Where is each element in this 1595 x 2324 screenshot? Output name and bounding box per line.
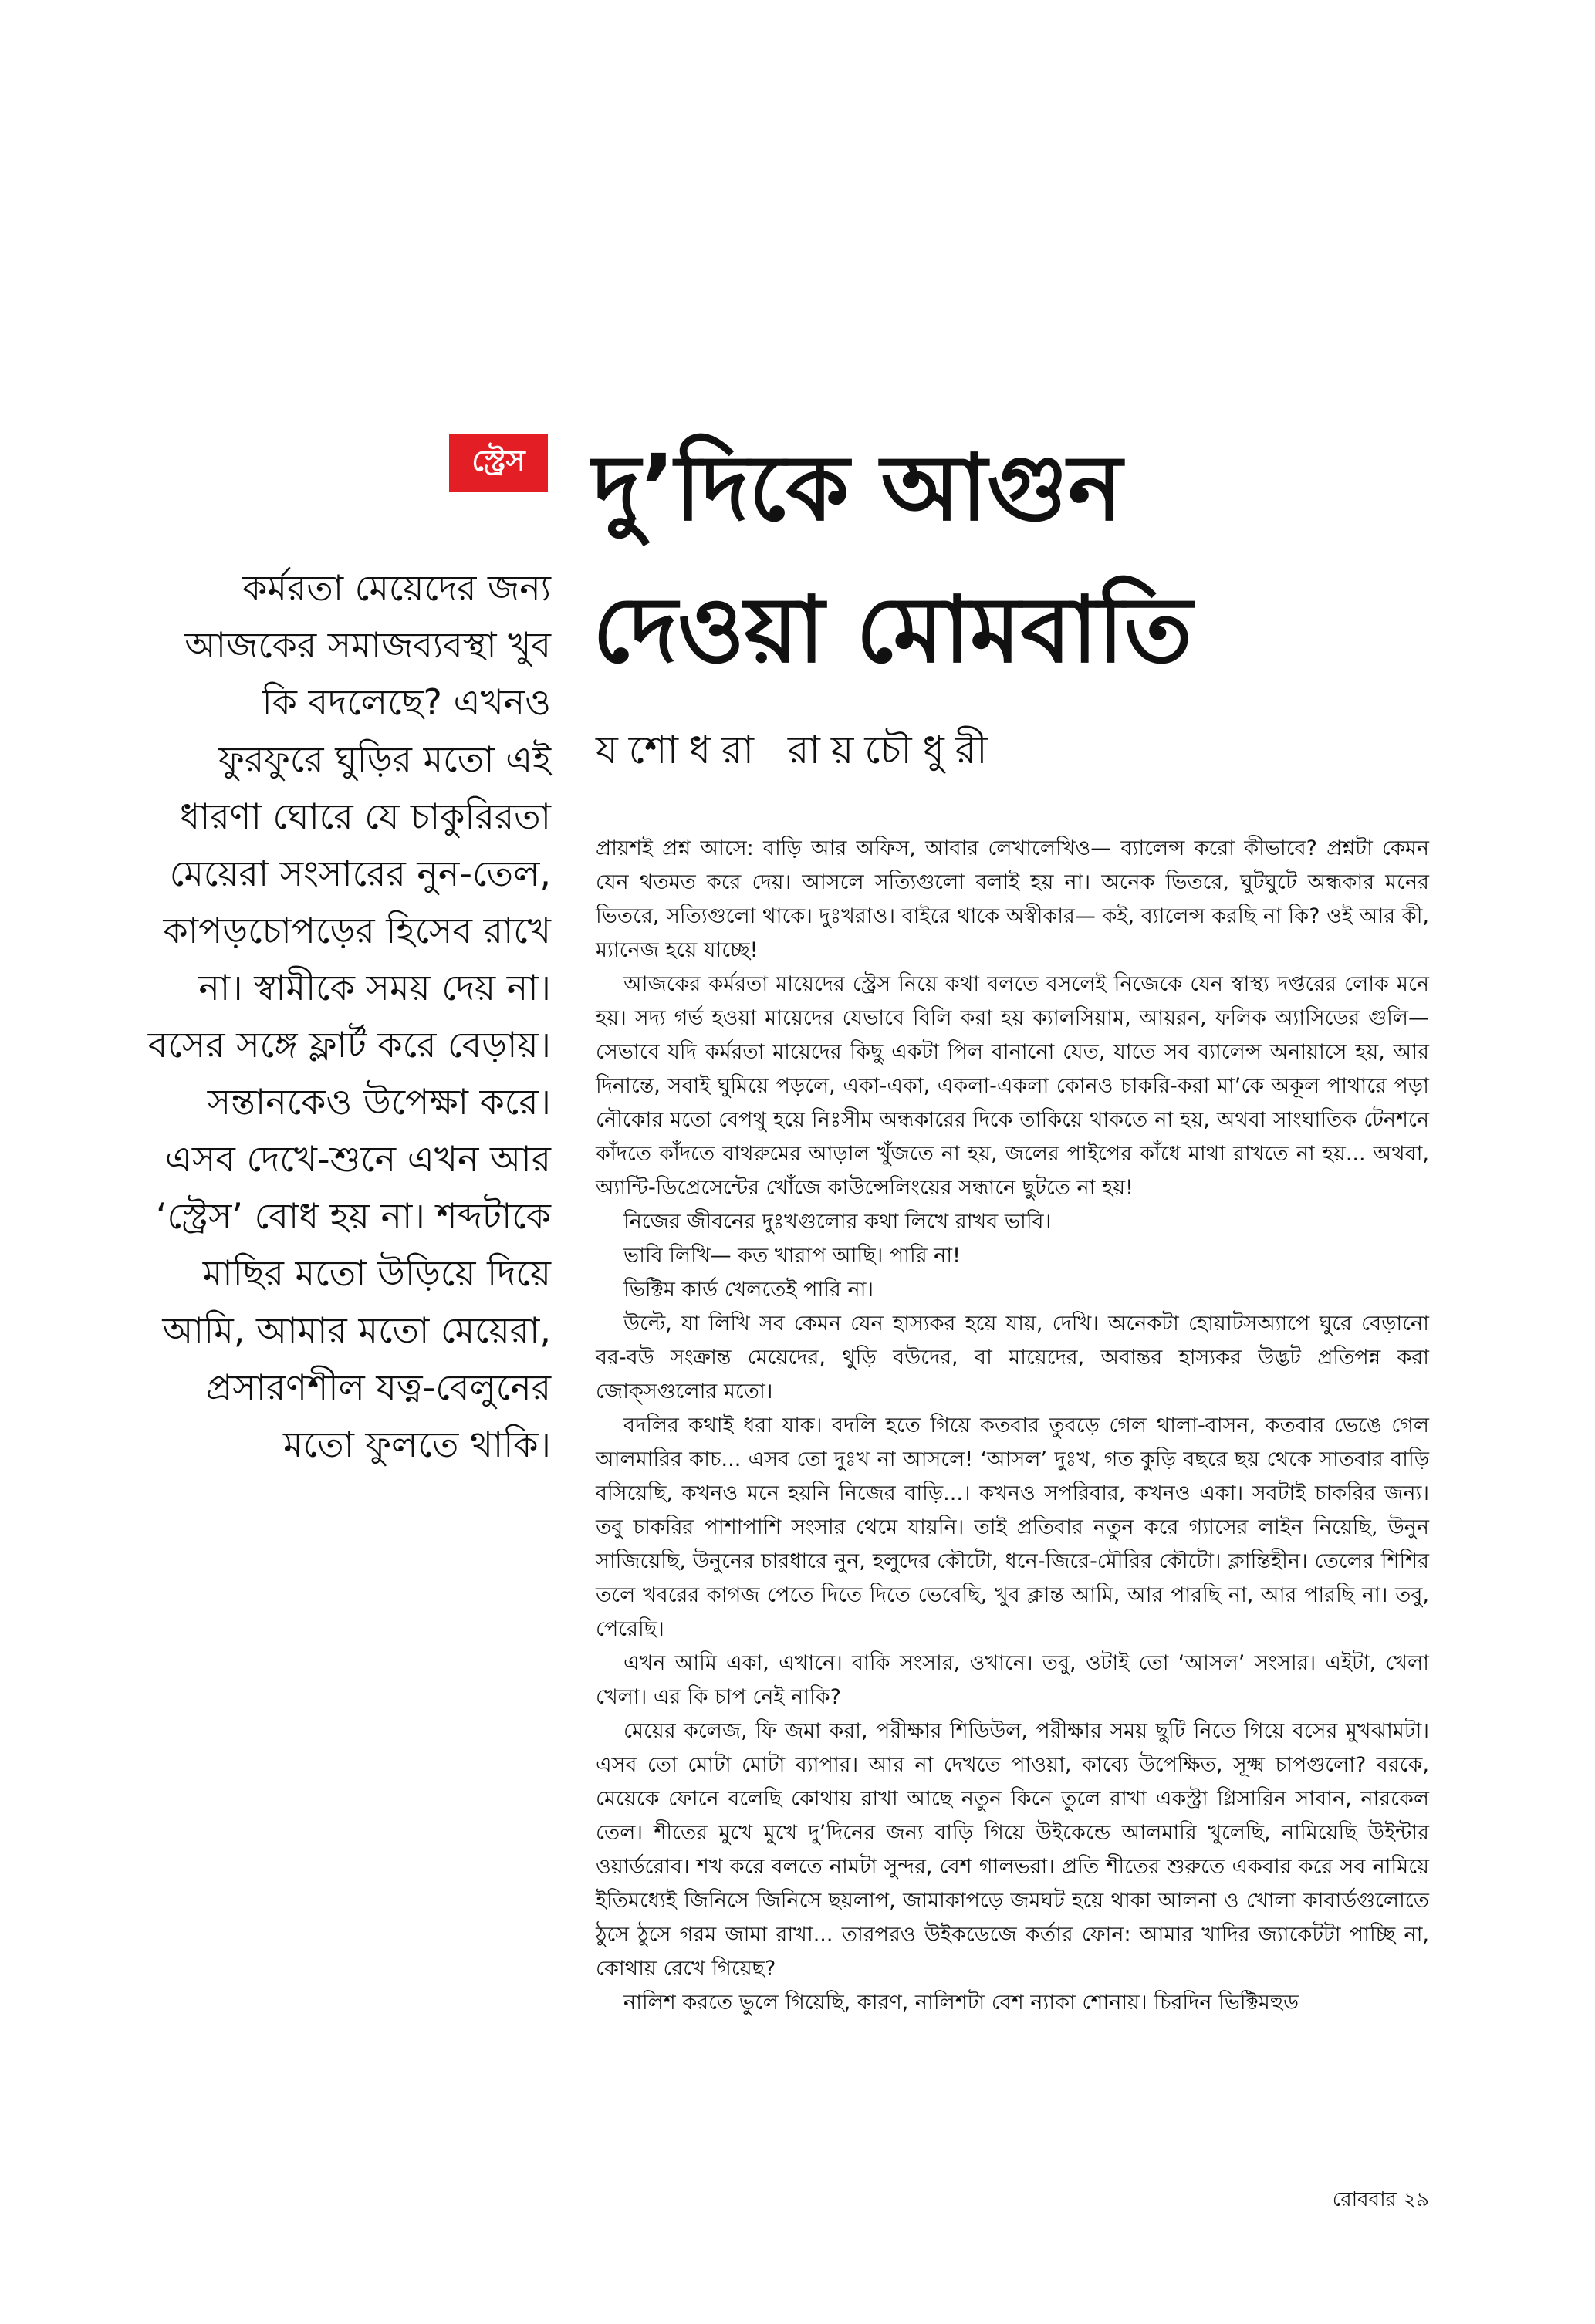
- body-paragraph-5: ভিক্টিম কার্ড খেলতেই পারি না।: [623, 1278, 874, 1302]
- body-paragraph-10: নালিশ করতে ভুলে গিয়েছি, কারণ, নালিশটা বেশ ন্যাকা শোনায়। চিরদিন ভিক্টিমহুড: [623, 1991, 1299, 2015]
- body-paragraph-9: মেয়ের কলেজ, ফি জমা করা, পরীক্ষার শিডিউল, পরীক্ষার সময় ছুটি নিতে গিয়ে বসের মুখঝামটা। এসব তো মোটা মোটা ব্যাপার। আর না দেখতে পাওয়া, কাব্যে উপেক্ষিত, সূক্ষ্ম চাপগুলো? বরকে, মেয়েকে ফোনে বলেছি কোথায় রাখা আছে নতুন কিনে তুলে রাখা একস্ট্রা গ্লিসারিন সাবান, নারকেল তেল। শীতের মুখে মুখে দু’দিনের জন্য বাড়ি গিয়ে উইকেন্ডে আলমারি খুলেছি, নামিয়েছি উইন্টার ওয়ার্ডরোব। শখ করে বলতে নামটা সুন্দর, বেশ গালভরা। প্রতি শীতের শুরুতে একবার করে সব নামিয়ে ইতিমধ্যেই জিনিসে জিনিসে ছয়লাপ, জামাকাপড়ে জমঘট হয়ে থাকা আলনা ও খোলা কাবার্ডগুলোতে ঠুসে ঠুসে গরম জামা রাখা... তারপরও উইকডেজে কর্তার ফোন: আমার খাদির জ্যাকেটটা পাচ্ছি না, কোথায় রেখে গিয়েছ?: [596, 1719, 1429, 1981]
- body-paragraph-6: উল্টে, যা লিখি সব কেমন যেন হাস্যকর হয়ে যায়, দেখি। অনেকটা হোয়াটসঅ্যাপে ঘুরে বেড়ানো বর-বউ সংক্রান্ত মেয়েদের, থুড়ি বউদের, বা মায়েদের, অবান্তর হাস্যকর উদ্ভট প্রতিপন্ন করা জোক্‌সগুলোর মতো।: [596, 1312, 1429, 1404]
- body-paragraph-2: আজকের কর্মরতা মায়েদের স্ট্রেস নিয়ে কথা বলতে বসলেই নিজেকে যেন স্বাস্থ্য দপ্তরের লোক মনে হয়। সদ্য গর্ভ হওয়া মায়েদের যেভাবে বিলি করা হয় ক্যালসিয়াম, আয়রন, ফলিক অ্যাসিডের গুলি— সেভাবে যদি কর্মরতা মায়েদের কিছু একটা পিল বানানো যেত, যাতে সব ব্যালেন্স অনায়াসে হয়, আর দিনান্তে, সবাই ঘুমিয়ে পড়লে, একা-একা, একলা-একলা কোনও চাকরি-করা মা’কে অকূল পাথারে পড়া নৌকোর মতো বেপথু হয়ে নিঃসীম অন্ধকারের দিকে তাকিয়ে থাকতে না হয়, অথবা সাংঘাতিক টেনশনে কাঁদতে কাঁদতে বাথরুমের আড়াল খুঁজতে না হয়, জলের পাইপের কাঁধে মাথা রাখতে না হয়... অথবা, অ্যান্টি-ডিপ্রেসেন্টের খোঁজে কাউন্সেলিংয়ের সন্ধানে ছুটতে না হয়!: [596, 972, 1429, 1200]
- article-body: [596, 832, 1429, 2020]
- author-byline: যশোধরা রায়চৌধুরী: [596, 728, 999, 772]
- title-line-1: দু’দিকে আগুন: [593, 434, 1123, 541]
- body-paragraph-4: ভাবি লিখি— কত খারাপ আছি। পারি না!: [623, 1244, 961, 1268]
- body-paragraph-8: এখন আমি একা, এখানে। বাকি সংসার, ওখানে। তবু, ওটাই তো ‘আসল’ সংসার। এইটা, খেলা খেলা। এর কি চাপ নেই নাকি?: [596, 1651, 1429, 1709]
- body-paragraph-1: প্রায়শই প্রশ্ন আসে: বাড়ি আর অফিস, আবার লেখালেখিও— ব্যালেন্স করো কীভাবে? প্রশ্নটা কেমন যেন থতমত করে দেয়। আসলে সত্যিগুলো বলাই হয় না। অনেক ভিতরে, ঘুটঘুটে অন্ধকার মনের ভিতরে, সত্যিগুলো থাকে। দুঃখরাও। বাইরে থাকে অস্বীকার— কই, ব্যালেন্স করছি না কি? ওই আর কী, ম্যানেজ হয়ে যাচ্ছে!: [596, 836, 1429, 962]
- pull-quote: কর্মরতা মেয়েদের জন্য আজকের সমাজব্যবস্থা খুব কি বদলেছে? এখনও ফুরফুরে ঘুড়ির মতো এই ধারণা ঘোরে যে চাকুরিরতা মেয়েরা সংসারের নুন-তেল, কাপড়চোপড়ের হিসেব রাখে না। স্বামীকে সময় দেয় না। বসের সঙ্গে ফ্লার্ট করে বেড়ায়। সন্তানকেও উপেক্ষা করে। এসব দেখে-শুনে এখন আর ‘স্ট্রেস’ বোধ হয় না। শব্দটাকে মাছির মতো উড়িয়ে দিয়ে আমি, আমার মতো মেয়েরা, প্রসারণশীল যত্ন-বেলুনের মতো ফুলতে থাকি।: [147, 567, 551, 1465]
- body-paragraph-7: বদলির কথাই ধরা যাক। বদলি হতে গিয়ে কতবার তুবড়ে গেল থালা-বাসন, কতবার ভেঙে গেল আলমারির কাচ... এসব তো দুঃখ না আসলে! ‘আসল’ দুঃখ, গত কুড়ি বছরে ছয় থেকে সাতবার বাড়ি বসিয়েছি, কখনও মনে হয়নি নিজের বাড়ি...। কখনও সপরিবার, কখনও একা। সবটাই চাকরির জন্য। তবু চাকরির পাশাপাশি সংসার থেমে যায়নি। তাই প্রতিবার নতুন করে গ্যাসের লাইন নিয়েছি, উনুন সাজিয়েছি, উনুনের চারধারে নুন, হলুদের কৌটো, ধনে-জিরে-মৌরির কৌটো। ক্লান্তিহীন। তেলের শিশির তলে খবরের কাগজ পেতে দিতে দিতে ভেবেছি, খুব ক্লান্ত আমি, আর পারছি না, আর পারছি না। তবু, পেরেছি।: [596, 1414, 1429, 1641]
- page-folio: রোববার ২৯: [1332, 2188, 1429, 2211]
- article-title: [593, 417, 1480, 701]
- body-paragraph-3: নিজের জীবনের দুঃখগুলোর কথা লিখে রাখব ভাবি।: [623, 1210, 1052, 1234]
- section-tag: স্ট্রেস: [449, 434, 548, 492]
- title-line-2: দেওয়া মোমবাতি: [593, 576, 1192, 683]
